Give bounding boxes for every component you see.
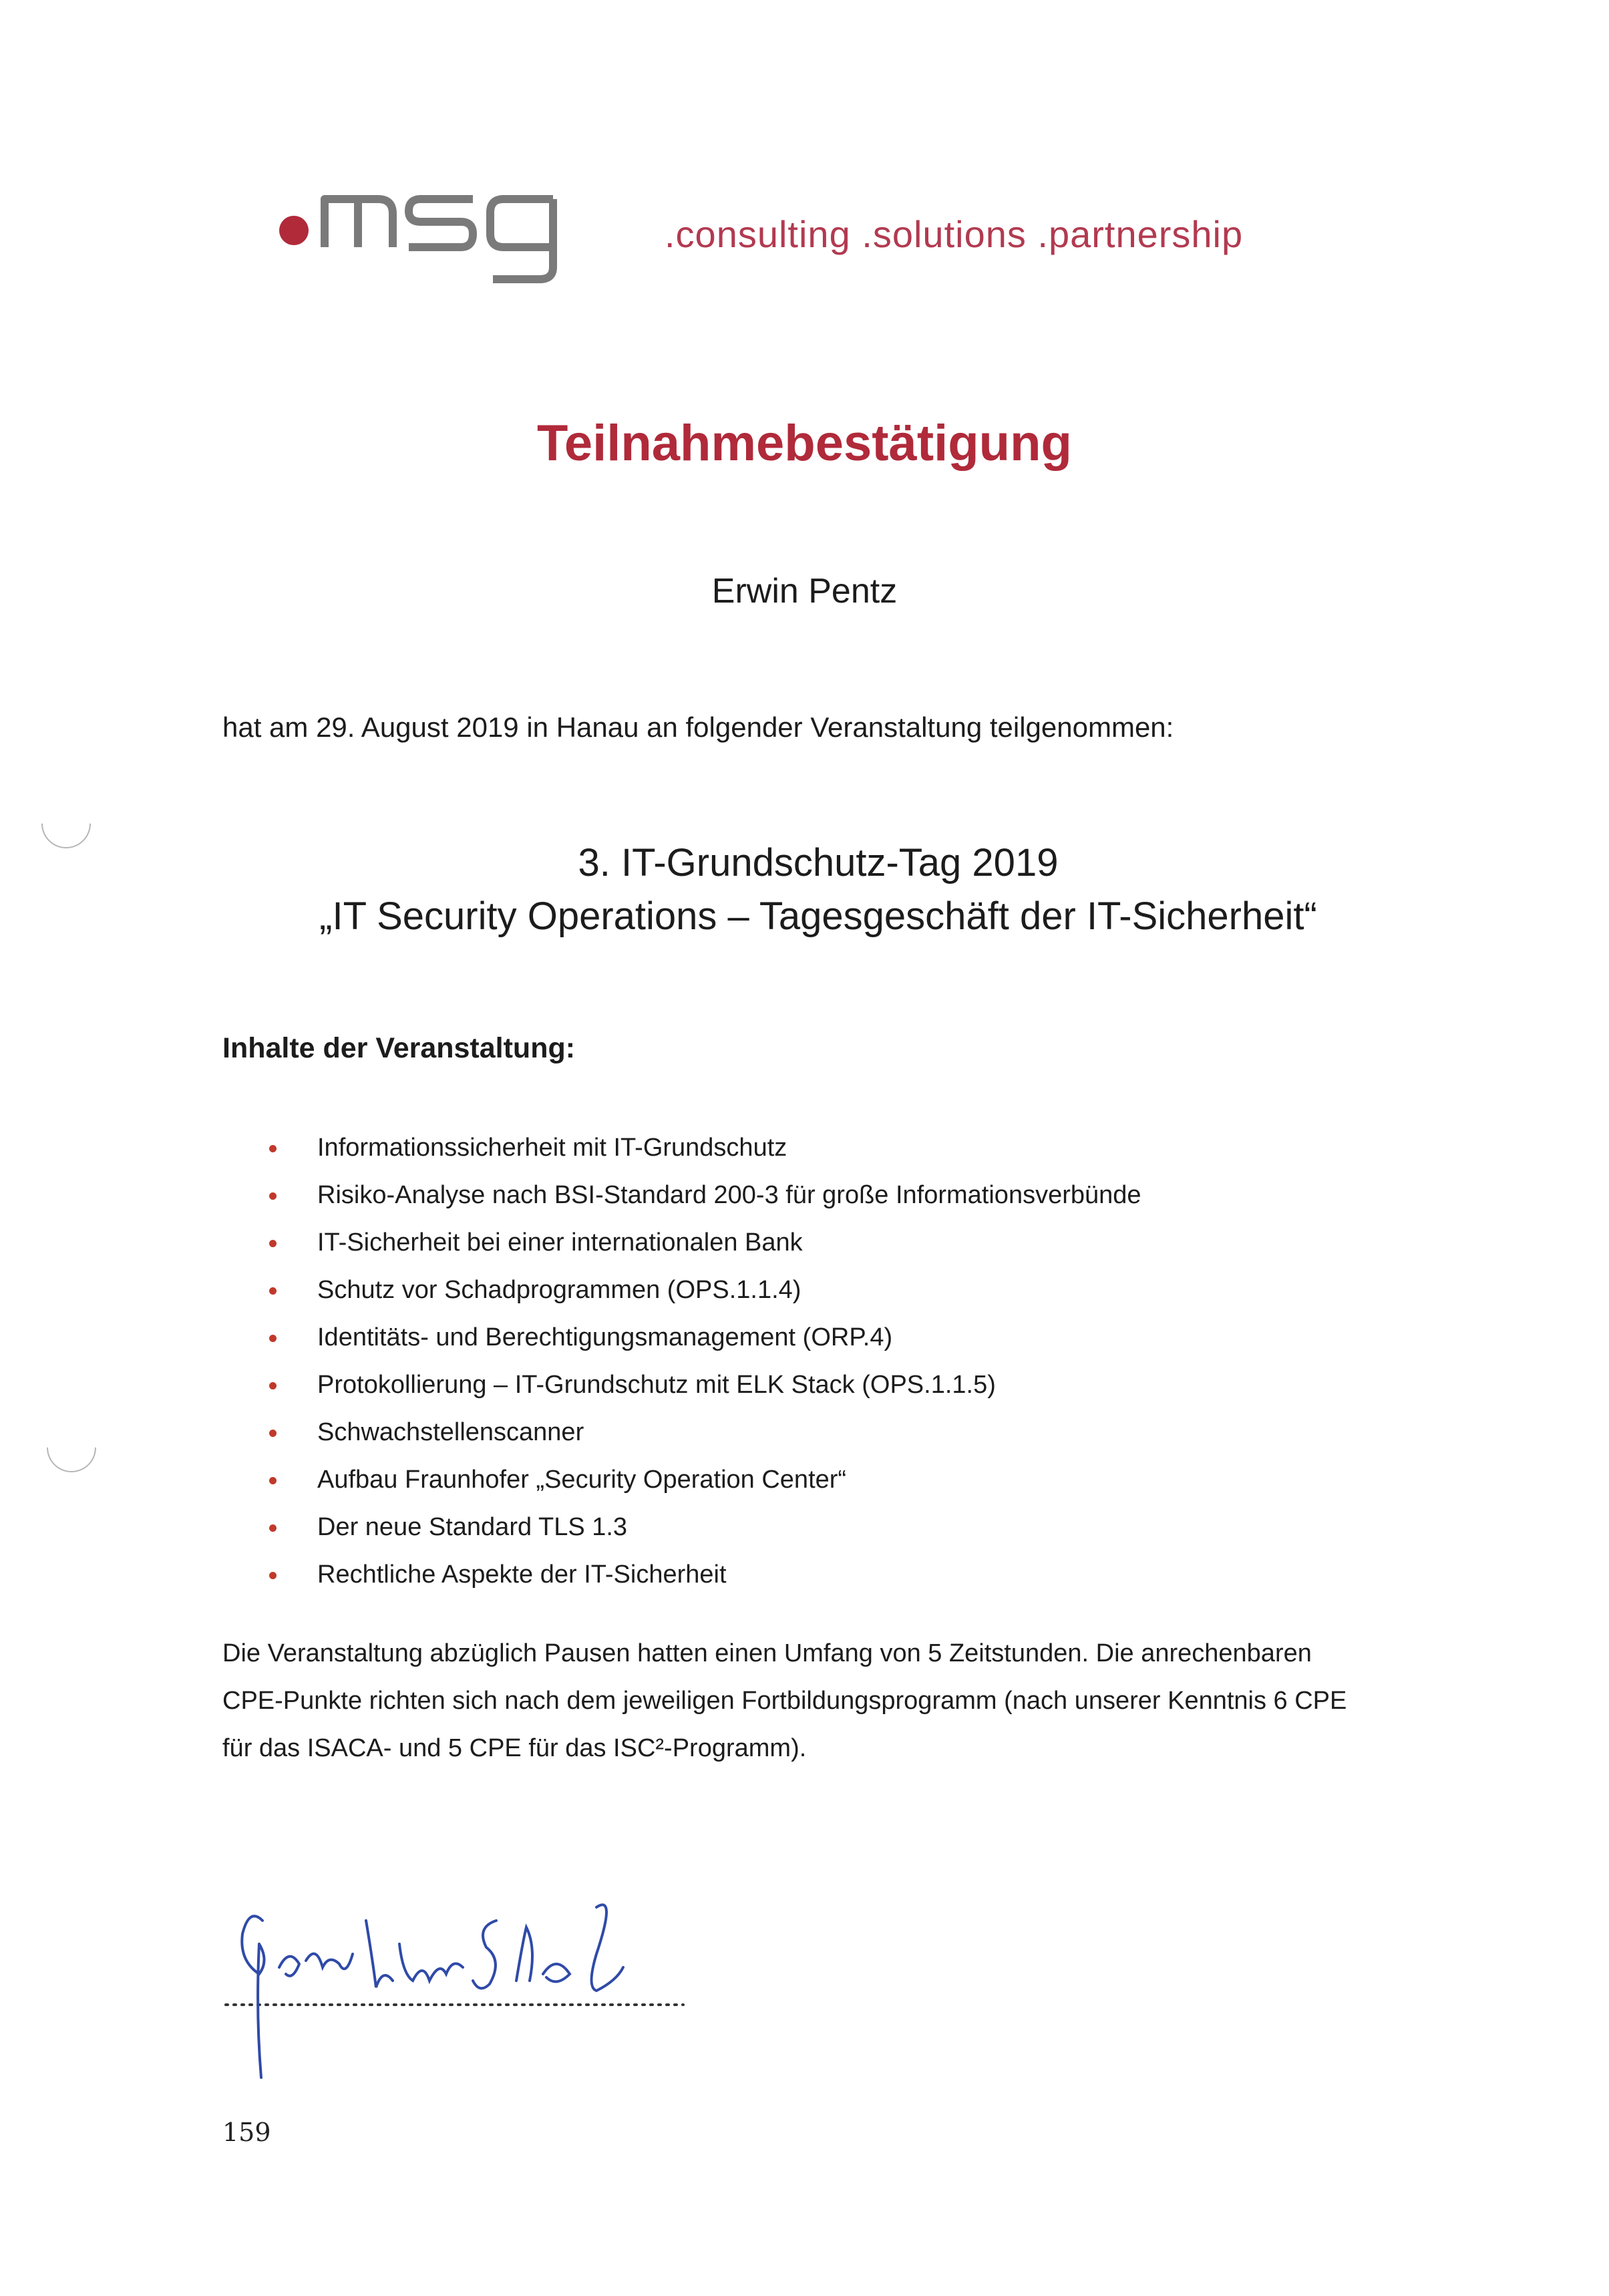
intro-text: hat am 29. August 2019 in Hanau an folgender Veranstaltung teilgenommen: [222, 711, 1174, 743]
list-item [222, 1409, 1141, 1456]
topic-text: Aufbau Fraunhofer „Security Operation Center“ [317, 1466, 847, 1494]
list-item [222, 1267, 1141, 1314]
topic-text: Informationssicherheit mit IT-Grundschutz [317, 1134, 787, 1162]
section-heading: Inhalte der Veranstaltung: [222, 1032, 576, 1064]
msg-logo [273, 167, 620, 284]
topic-text: Schutz vor Schadprogrammen (OPS.1.1.4) [317, 1276, 801, 1304]
closing-line: für das ISACA- und 5 CPE für das ISC²-Programm). [222, 1734, 807, 1762]
tagline: .consulting .solutions .partnership [665, 213, 1244, 255]
bullet-dot-icon [269, 1240, 277, 1247]
topic-text: Schwachstellenscanner [317, 1418, 584, 1446]
list-item [222, 1504, 1141, 1551]
list-item [222, 1219, 1141, 1267]
closing-paragraph [222, 1630, 1445, 1772]
bullet-dot-icon [269, 1572, 277, 1579]
topic-text: Rechtliche Aspekte der IT-Sicherheit [317, 1561, 727, 1589]
list-item [222, 1551, 1141, 1599]
bullet-dot-icon [269, 1477, 277, 1484]
page-number: 159 [222, 2118, 271, 2147]
event-title: 3. IT-Grundschutz-Tag 2019 [578, 841, 1059, 884]
bullet-dot-icon [269, 1335, 277, 1342]
closing-line: Die Veranstaltung abzüglich Pausen hatten einen Umfang von 5 Zeitstunden. Die anrechenbaren [222, 1639, 1312, 1667]
event-subtitle: „IT Security Operations – Tagesgeschäft der IT-Sicherheit“ [319, 894, 1317, 938]
topic-list [222, 1124, 1141, 1599]
topic-text: Identitäts- und Berechtigungsmanagement (ORP.4) [317, 1323, 893, 1351]
bullet-dot-icon [269, 1287, 277, 1295]
participant-name: Erwin Pentz [711, 572, 898, 611]
topic-text: IT-Sicherheit bei einer internationalen Bank [317, 1228, 803, 1257]
list-item [222, 1361, 1141, 1409]
list-item [222, 1172, 1141, 1219]
bullet-dot-icon [269, 1382, 277, 1389]
list-item [222, 1456, 1141, 1504]
document-title: Teilnahmebestätigung [537, 415, 1072, 472]
list-item [222, 1314, 1141, 1361]
bullet-dot-icon [269, 1145, 277, 1152]
punch-hole-mark-icon [37, 1413, 107, 1483]
topic-text: Der neue Standard TLS 1.3 [317, 1513, 628, 1541]
list-item [222, 1124, 1141, 1172]
closing-line: CPE-Punkte richten sich nach dem jeweiligen Fortbildungsprogramm (nach unserer Kenntnis 6 CPE [222, 1687, 1347, 1715]
topic-text: Protokollierung – IT-Grundschutz mit ELK Stack (OPS.1.1.5) [317, 1371, 996, 1399]
handwritten-signature-icon [222, 1880, 703, 2088]
topic-text: Risiko-Analyse nach BSI-Standard 200-3 für große Informationsverbünde [317, 1181, 1141, 1209]
bullet-dot-icon [269, 1524, 277, 1532]
bullet-dot-icon [269, 1430, 277, 1437]
bullet-dot-icon [269, 1192, 277, 1200]
